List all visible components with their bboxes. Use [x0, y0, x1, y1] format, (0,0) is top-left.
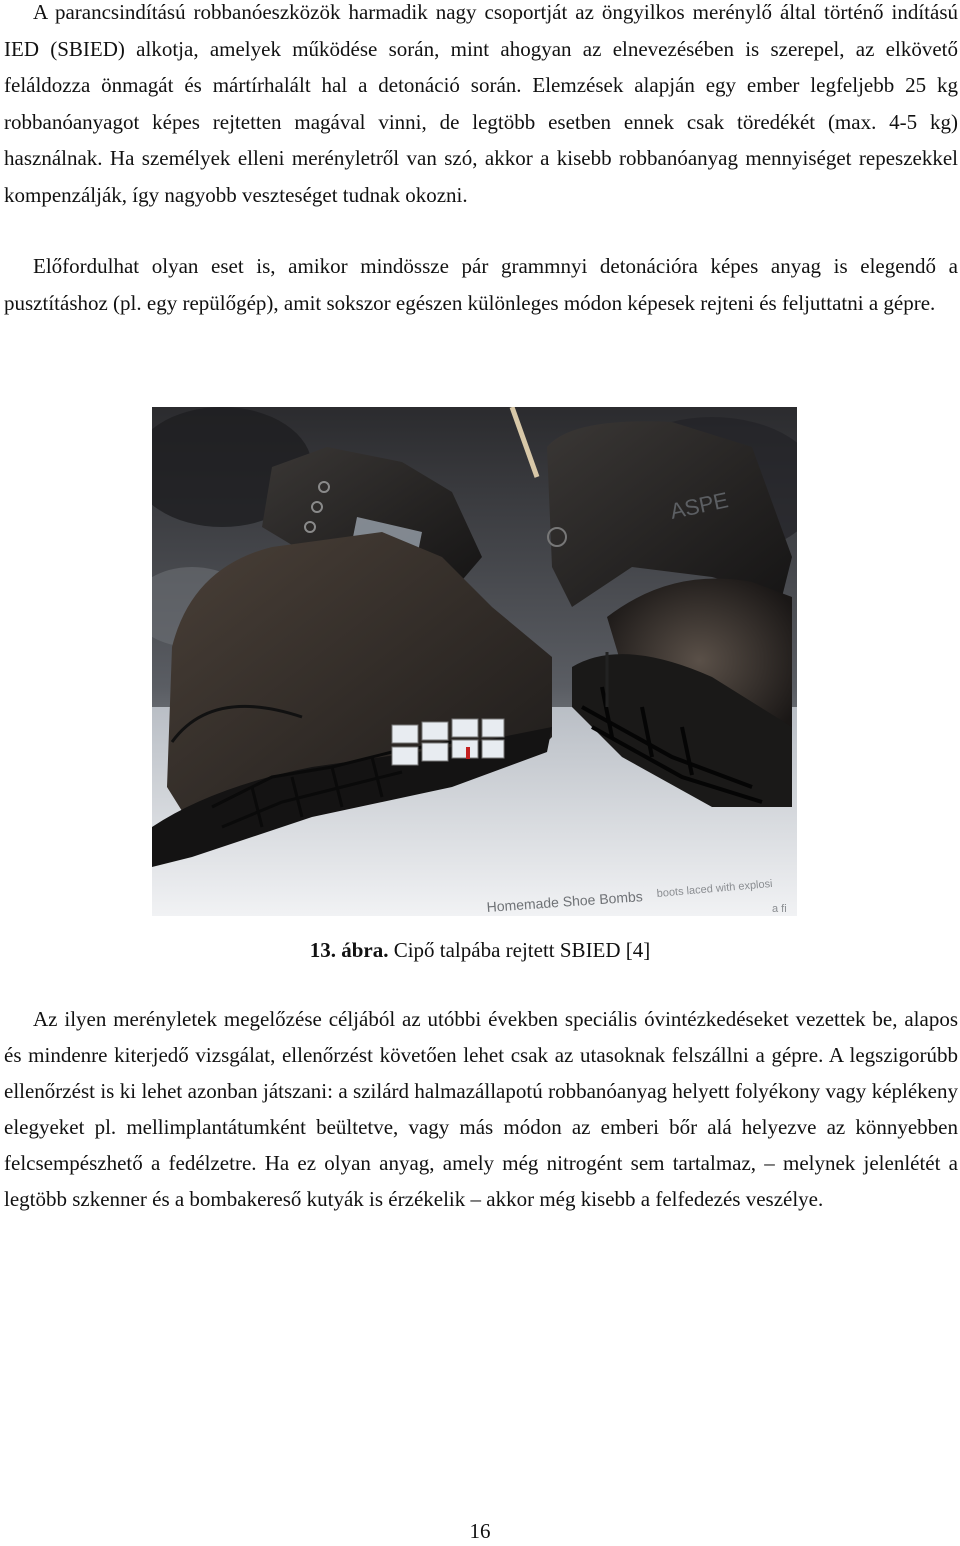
sign-text: Homemade Shoe Bombs — [486, 888, 644, 915]
page-number: 16 — [469, 1519, 491, 1543]
figure-caption — [0, 935, 960, 965]
figure-caption-text: Cipő talpába rejtett SBIED [4] — [388, 938, 651, 962]
shoe-brand-text: ASPE — [667, 487, 731, 524]
shoe-bomb-photo — [152, 407, 797, 916]
body-paragraph: A parancsindítású robbanóeszközök harmadik nagy csoportját az öngyilkos merénylő által történő indítású IED (SBIED) alkotja, amelyek működése során, mint ahogyan az elnevezésében is szerepel, az elkövető feláldozza önmagát és mártírhalált hal a detonáció során. Elemzések alapján egy ember legfeljebb 25 kg robbanóanyagot képes rejtetten magával vinni, de legtöbb esetben ennek csak töredékét (max. 4-5 kg) használnak. Ha személyek elleni merényletről van szó, akkor a kisebb robbanóanyag mennyiséget repeszekkel kompenzálják, így nagyobb veszteséget tudnak okozni. — [4, 0, 958, 207]
body-paragraph: Az ilyen merényletek megelőzése céljából az utóbbi években speciális óvintézkedéseket vezettek be, alapos és mindenre kiterjedő vizsgálat, ellenőrzést követően lehet csak az utasoknak felszállni a gépre. A legszigorúbb ellenőrzést is ki lehet azonban játszani: a szilárd halmazállapotú robbanóanyag helyett folyékony vagy képlékeny elegyeket pl. mellimplantátumként beültetve, vagy más módon az emberi bőr alá helyezve az könnyebben felcsempészhető a fedélzetre. Ha ez olyan anyag, amely még nitrogént sem tartalmaz, – melynek jelenlétét a legtöbb szkenner és a bombakereső kutyák is érzékelik – akkor még kisebb a felfedezés veszélye. — [4, 1007, 958, 1211]
body-paragraph: Előfordulhat olyan eset is, amikor mindössze pár grammnyi detonációra képes anyag is elegendő a pusztításhoz (pl. egy repülőgép), amit sokszor egészen különleges módon képesek rejteni és feljuttatni a gépre. — [4, 254, 958, 315]
sign-text: a fi — [772, 903, 787, 915]
sign-text: boots laced with explosi — [656, 877, 774, 900]
figure-caption-label: 13. ábra. — [309, 938, 389, 962]
